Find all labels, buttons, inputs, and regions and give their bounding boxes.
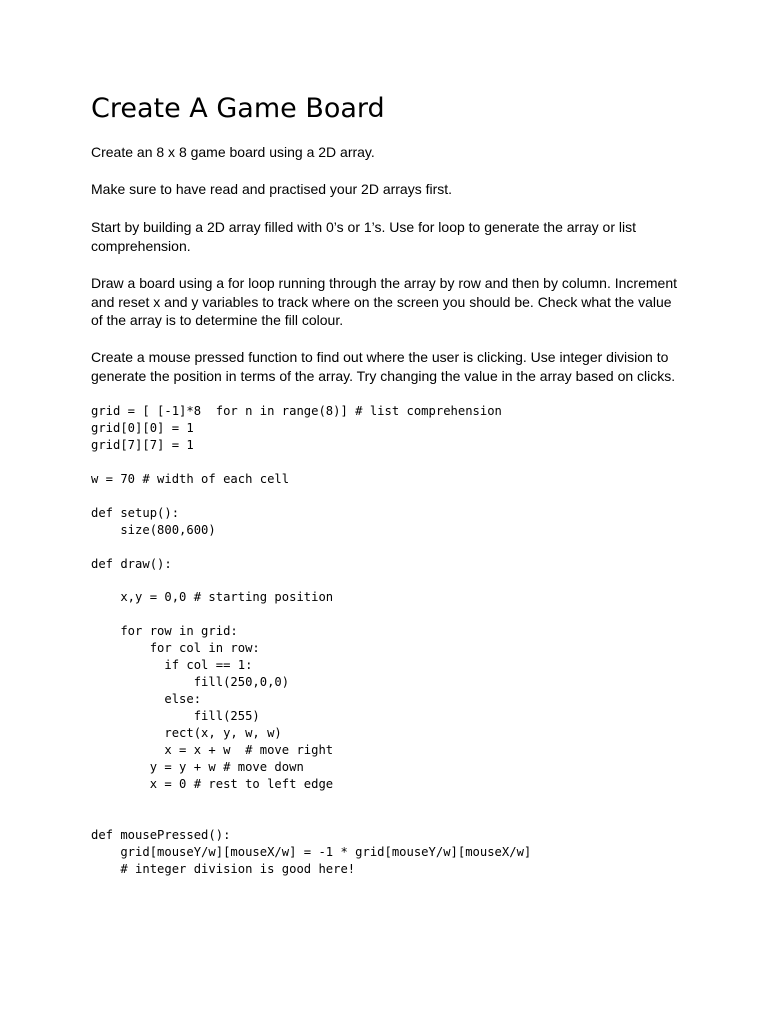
code-line: y = y + w # move down xyxy=(91,759,304,774)
code-line xyxy=(91,793,531,810)
code-line: else: xyxy=(91,692,202,707)
code-line: size(800,600) xyxy=(91,522,216,537)
code-line: x,y = 0,0 # starting position xyxy=(91,590,334,605)
code-line: if col == 1: xyxy=(91,658,253,673)
code-line xyxy=(91,454,531,471)
code-line xyxy=(91,539,531,556)
code-line: grid[mouseY/w][mouseX/w] = -1 * grid[mouseY/w][mouseX/w] xyxy=(91,844,532,859)
code-line xyxy=(91,488,531,505)
code-line xyxy=(91,572,531,589)
code-line: for col in row: xyxy=(91,641,260,656)
code-block xyxy=(91,403,531,878)
code-line: w = 70 # width of each cell xyxy=(91,471,290,486)
code-line: fill(250,0,0) xyxy=(91,675,290,690)
code-line xyxy=(91,606,531,623)
code-line: x = 0 # rest to left edge xyxy=(91,776,334,791)
code-line: def mousePressed(): xyxy=(91,827,231,842)
code-line: def draw(): xyxy=(91,556,172,571)
code-line: # integer division is good here! xyxy=(91,861,356,876)
code-line: for row in grid: xyxy=(91,624,238,639)
intro-paragraph: Create an 8 x 8 game board using a 2D array. xyxy=(91,144,375,160)
code-line: def setup(): xyxy=(91,505,180,520)
mouse-pressed-paragraph: Create a mouse pressed function to find out where the user is clicking. Use integer division to generate the position in terms of the array. Try changing the value in the array based on clicks. xyxy=(91,349,676,384)
code-line: grid[7][7] = 1 xyxy=(91,437,194,452)
document-title: Create A Game Board xyxy=(91,93,385,124)
prerequisite-paragraph: Make sure to have read and practised your 2D arrays first. xyxy=(91,181,453,197)
code-line xyxy=(91,810,531,827)
code-line: rect(x, y, w, w) xyxy=(91,726,282,741)
array-setup-paragraph: Start by building a 2D array filled with 0’s or 1’s. Use for loop to generate the array or list comprehension. xyxy=(91,219,636,254)
code-line: fill(255) xyxy=(91,709,260,724)
code-line: grid = [ [-1]*8 for n in range(8)] # list comprehension xyxy=(91,404,502,418)
code-line: x = x + w # move right xyxy=(91,742,334,757)
draw-board-paragraph: Draw a board using a for loop running through the array by row and then by column. Increment and reset x and y variables to track where on the screen you should be. Check what the value of the array is to determine the fill colour. xyxy=(91,275,677,329)
code-line: grid[0][0] = 1 xyxy=(91,420,194,435)
